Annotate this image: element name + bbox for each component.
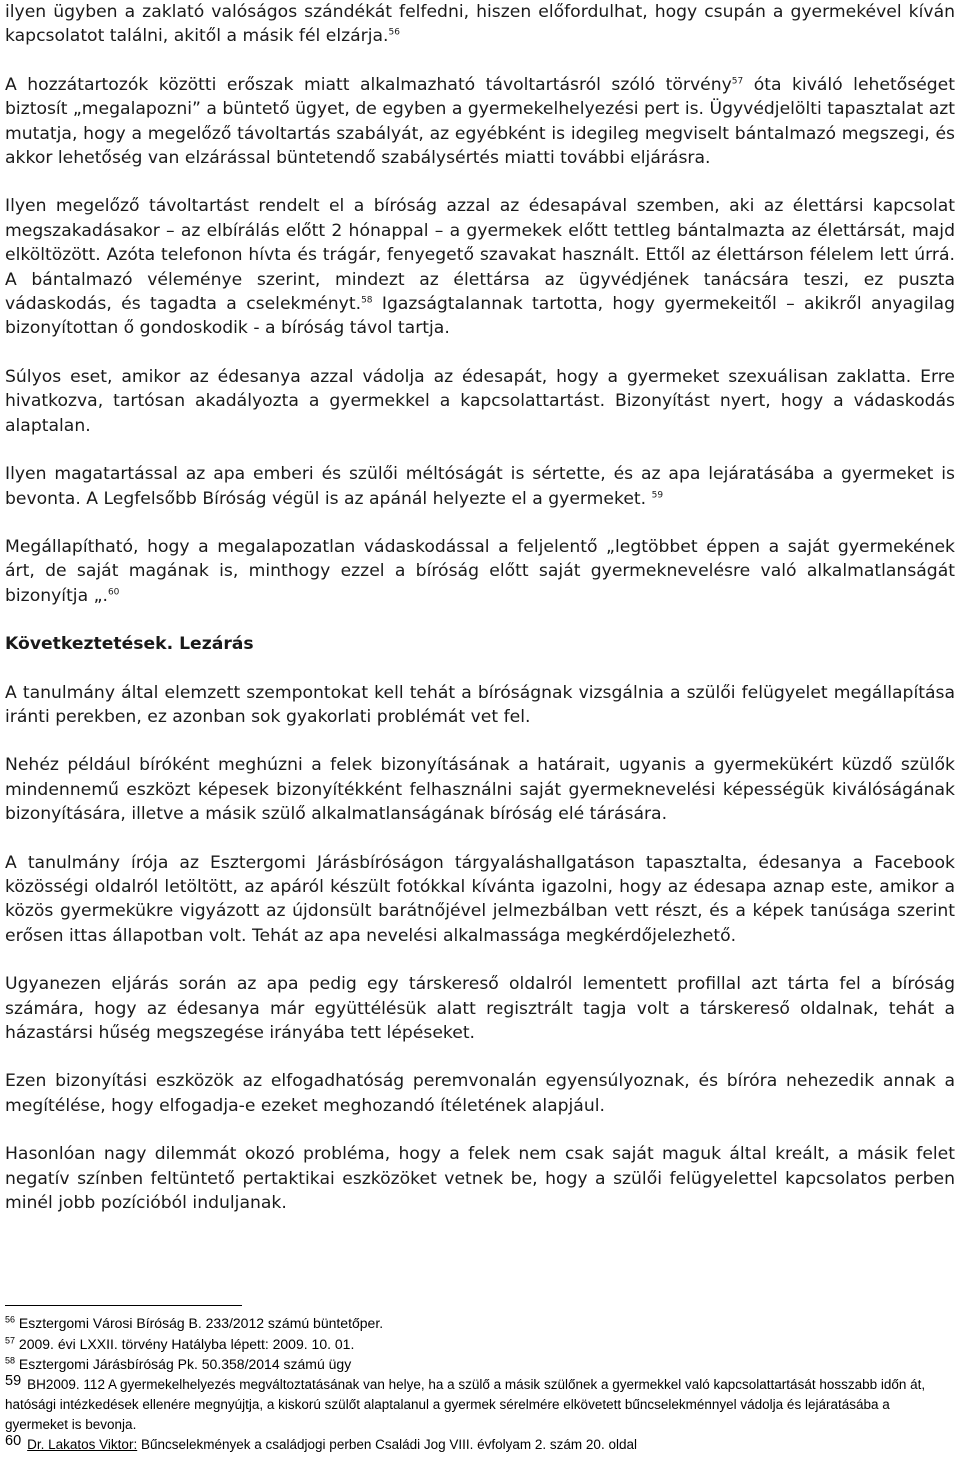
footnote: 60 Dr. Lakatos Viktor: Bűncselekmények a családjogi perben Családi Jog VIII. évfolyam 2. szám 20. oldal xyxy=(5,1432,637,1452)
footnote-ref[interactable]: 58 xyxy=(361,295,373,306)
footnote: $^{56}$ Esztergomi Városi Bíróság B. 233/2012 számú büntetőper. xyxy=(5,1314,384,1331)
paragraph: Hasonlóan nagy dilemmát okozó probléma, hogy a felek nem csak saját maguk által kreált, a másik felet negatív színben feltüntető pertaktikai eszközöket vetnek be, hogy a szülői felügyelettel kapcsolatos perben minél jobb pozícióból induljanak. xyxy=(5,1144,955,1214)
paragraph: ilyen ügyben a zaklató valóságos szándékát felfedni, hiszen előfordulhat, hogy csupán a gyermekével kíván kapcsolatot találni, akitől a másik fél elzárja.$^{56}$ xyxy=(5,2,955,47)
footnote-ref[interactable]: 60 xyxy=(107,586,120,597)
paragraph: Ugyanezen eljárás során az apa pedig egy társkereső oldalról lementett profillal azt tárta fel a bíróság számára, hogy az édesanya már együttélésük alatt regisztrált tagja volt a társkereső oldalnak, tehát a házastársi hűség megszegése irányába tett lépéseket. xyxy=(5,974,955,1043)
footnote: $^{58}$ Esztergomi Járásbíróság Pk. 50.358/2014 számú ügy xyxy=(5,1355,352,1372)
paragraph: Ezen bizonyítási eszközök az elfogadhatóság peremvonalán egyensúlyoznak, és bíróra nehezedik annak a megítélése, hogy elfogadja-e ezeket meghozandó ítéletének alapjául. xyxy=(5,1071,955,1116)
footnote-ref[interactable]: 59 xyxy=(651,489,664,500)
paragraph: Súlyos eset, amikor az édesanya azzal vádolja az édesapát, hogy a gyermeket szexuálisan zaklatta. Erre hivatkozva, tartósan akadályozta a gyermekkel a kapcsolattartást. Bizonyítást nyert, hogy a vádaskodás alaptalan. xyxy=(5,366,955,436)
footnote-ref[interactable]: 57 xyxy=(731,76,744,87)
footnotes xyxy=(5,1313,955,1455)
paragraph: Ilyen megelőző távoltartást rendelt el a bíróság azzal az édesapával szemben, aki az élettársi kapcsolat megszakadásakor – az elbírálás előtt 2 hónappal – a gyermekek előtt tettleg bántalmazta az élettársát, majd elköltözött. Azóta telefonon hívta és trágár, fenyegető szavakat használt. Ettől az élettárson félelem lett úrrá. A bántalmazó véleménye szerint, mindezt az élettársa az ügyvédjének tanácsára teszi, ez puszta vádaskodás, és tagadta a cselekményt.$^{58}$ Igazságtalannak tartotta, hogy gyermekeitől – akikről anyagilag bizonyítottan ő gondoskodik - a bíróság távol tartja. xyxy=(5,196,955,339)
footnote-number: 56 xyxy=(5,1314,16,1325)
paragraph: A tanulmány írója az Esztergomi Járásbíróságon tárgyaláshallgatáson tapasztalta, édesanya a Facebook közösségi oldalról letöltött, az apáról készült fotókkal kívánta igazolni, hogy az édesapa aznap este, amikor a közös gyermekükre vigyázott az újdonsült barátnőjével jelmezbálban vett részt, és a képek tanúsága szerint erősen ittas állapotban volt. Tehát az apa nevelési alkalmassága megkérdőjelezhető. xyxy=(5,852,955,946)
document-body xyxy=(5,0,955,1215)
paragraph: Megállapítható, hogy a megalapozatlan vádaskodással a feljelentő „legtöbbet éppen a saját gyermekének árt, de saját magának is, minthogy ezzel a bíróság előtt saját gyermeknevelésre való alkalmatlanságát bizonyítja „.$^{60}$ xyxy=(5,536,955,606)
paragraph: A hozzátartozók közötti erőszak miatt alkalmazható távoltartásról szóló törvény$^{57}$ óta kiváló lehetőséget biztosít „megalapozni” a büntető ügyet, de egyben a gyermekelhelyezési pert is. Ügyvédjelölti tapasztalat azt mutatja, hogy a megelőző távoltartás szabályát, az egyébként is idegileg megviselt bántalmazó megszegi, és akkor lehetőség van elzárással büntetendő szabálysértés miatti további eljárásra. xyxy=(5,74,955,169)
footnote-number: 59 xyxy=(5,1372,22,1389)
section-heading: Következtetések. Lezárás xyxy=(5,634,254,655)
paragraph: A tanulmány által elemzett szempontokat kell tehát a bíróságnak vizsgálnia a szülői felügyelet megállapítása iránti perekben, ez azonban sok gyakorlati problémát vet fel. xyxy=(5,682,955,727)
footnote-ref[interactable]: 56 xyxy=(388,27,400,38)
footnote-separator xyxy=(5,1305,242,1306)
footnote-number: 58 xyxy=(5,1355,16,1366)
footnote: 59 BH2009. 112 A gyermekelhelyezés megváltoztatásának van helye, ha a szülő a másik szülőnek a gyermekkel való kapcsolattartását hosszabb időn át, hatósági intézkedések ellenére megnyújtja, a kiskorú szülőt alaptalanul a gyermek sérelmére elkövetett bűncselekménnyel vádolja és lejáratásába a gyermeket is bevonja. xyxy=(5,1372,926,1432)
paragraph: Nehéz például bíróként meghúzni a felek bizonyításának a határait, ugyanis a gyermekükért küzdő szülők mindennemű eszközt képesek bizonyítékként felhasználni saját gyermeknevelési képességük kiválóságának bizonyítására, illetve a másik szülő alkalmatlanságának bíróság elé tárására. xyxy=(5,755,955,825)
footnote: $^{57}$ 2009. évi LXXII. törvény Hatályba lépett: 2009. 10. 01. xyxy=(5,1334,355,1352)
footnote-number: 60 xyxy=(5,1432,22,1449)
author-link[interactable]: Dr. Lakatos Viktor: xyxy=(27,1436,138,1452)
paragraph: Ilyen magatartással az apa emberi és szülői méltóságát is sértette, és az apa lejáratásába a gyermeket is bevonta. A Legfelsőbb Bíróság végül is az apánál helyezte el a gyermeket. $^{59}$ xyxy=(5,464,955,509)
footnote-number: 57 xyxy=(5,1334,16,1345)
